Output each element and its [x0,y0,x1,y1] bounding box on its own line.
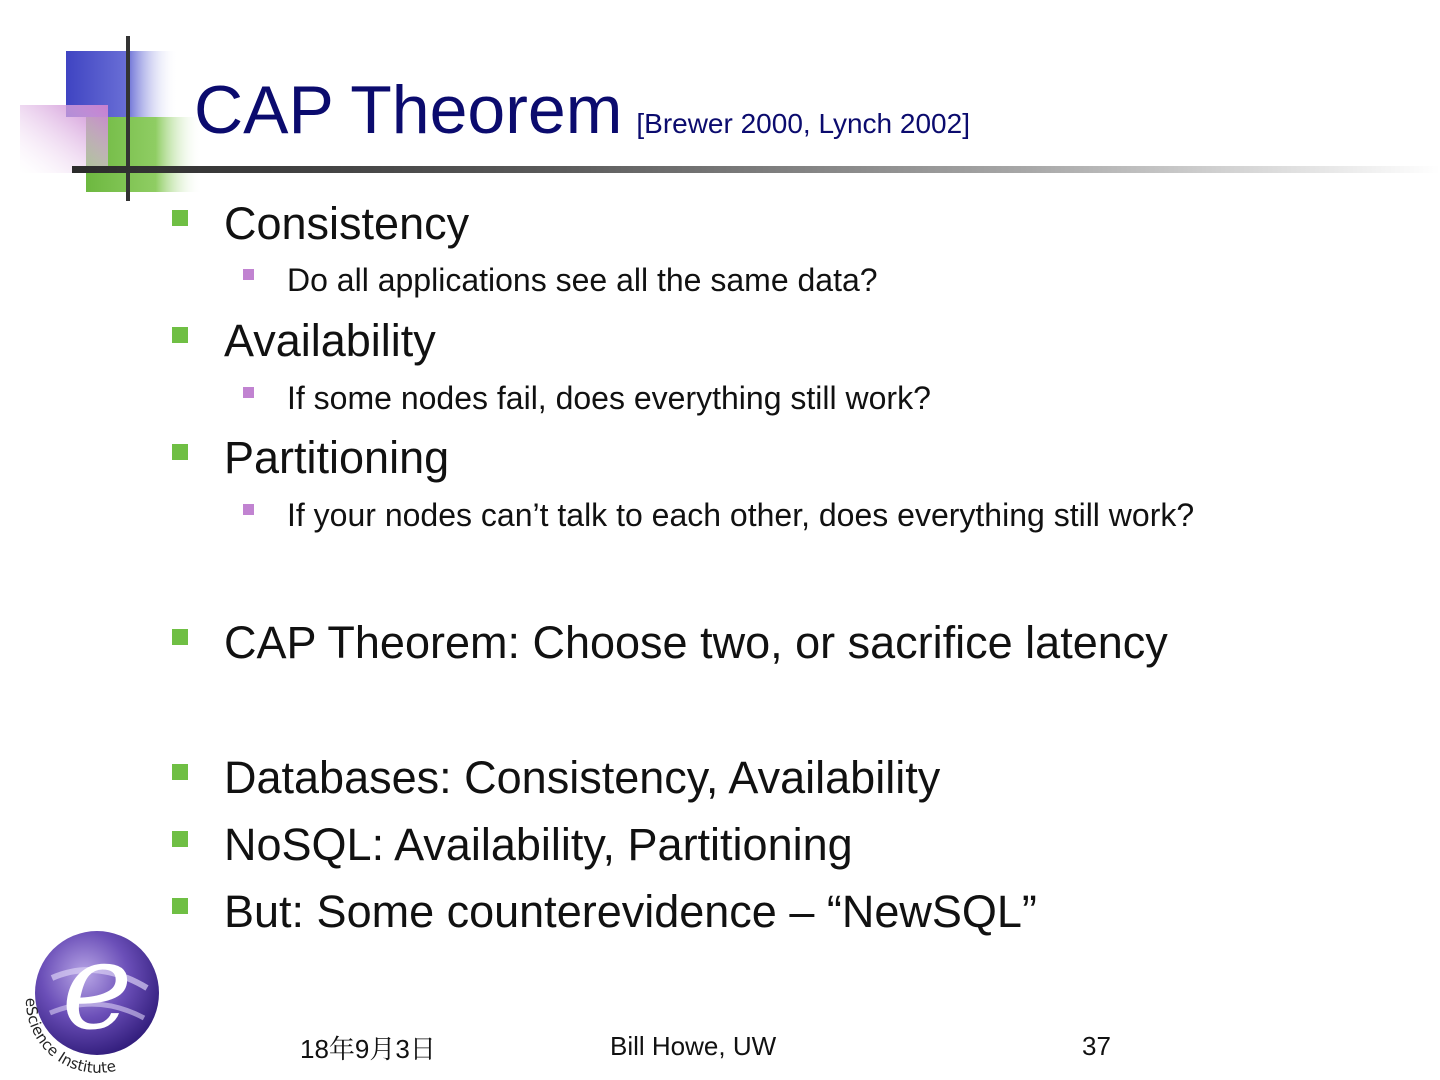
logo-letter: e [61,918,133,1057]
logo-text: eScience Institute [21,997,118,1076]
bullet-item: NoSQL: Availability, Partitioning [224,819,853,870]
sub-bullet-item: If your nodes can’t talk to each other, does everything still work? [287,497,1195,533]
footer-date: 18年9月3日 [300,1034,436,1064]
bullet-item: Availability [224,315,436,366]
bullet-item: Databases: Consistency, Availability [224,752,941,803]
bullet-item: Partitioning [224,432,450,483]
title-citation: [Brewer 2000, Lynch 2002] [636,108,970,139]
title-text: CAP Theorem [194,72,623,148]
footer-author: Bill Howe, UW [610,1031,777,1061]
bullet-item: Consistency [224,198,470,249]
bullet-item: CAP Theorem: Choose two, or sacrifice latency [224,617,1168,668]
page-number: 37 [1082,1031,1111,1061]
sub-bullet-item: Do all applications see all the same data? [287,262,878,298]
escience-logo [12,918,182,1076]
bullet-item: But: Some counterevidence – “NewSQL” [224,886,1037,937]
sub-bullet-item: If some nodes fail, does everything still work? [287,380,931,416]
